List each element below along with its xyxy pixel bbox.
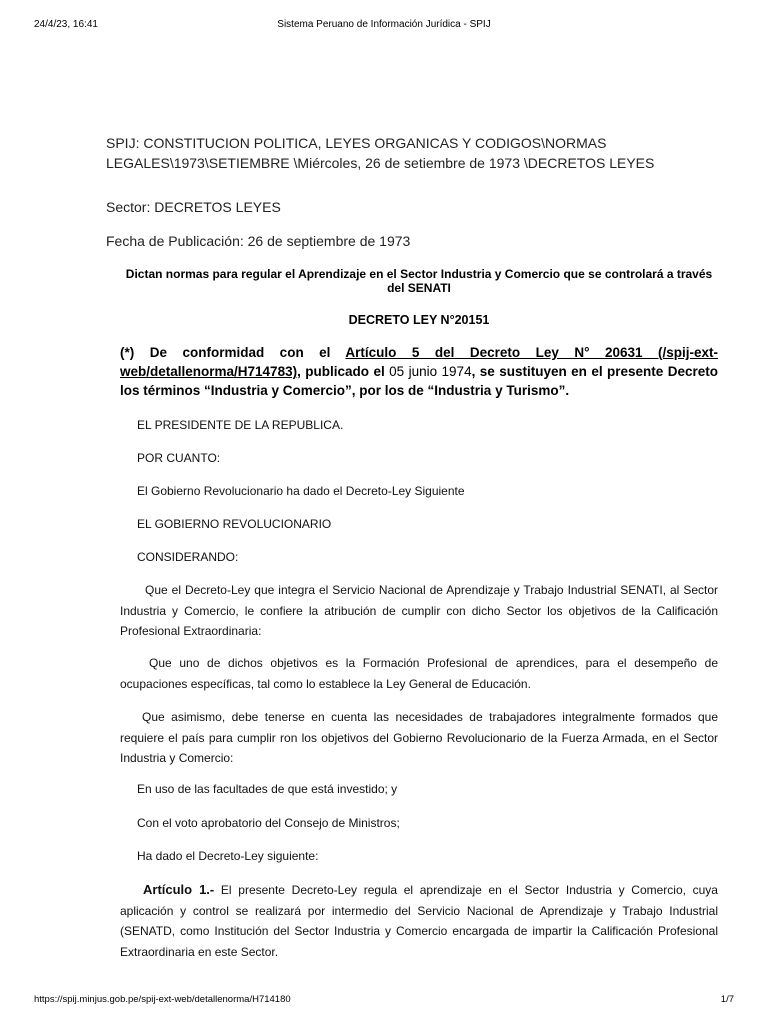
article-1-text: El presente Decreto-Ley regula el aprendizaje en el Sector Industria y Comercio, cuya aplicación y control se realizará por intermedio del Servicio Nacional de Aprendizaje y Trabajo Industrial (SENATD, como Institución del Sector Industria y Comercio encargada de impartir la Calificación Profesional Extraordinaria en este Sector. [120,883,718,959]
article-1-label: Artículo 1.- [143,882,215,897]
paragraph-considerando-2: Que uno de dichos objetivos es la Formación Profesional de aprendices, para el desempeño de ocupaciones específicas, tal como lo establece la Ley General de Educación. [120,656,718,691]
paragraph-uso-facultades: En uso de las facultades de que está investido; y [137,782,398,796]
publication-date: Fecha de Publicación: 26 de septiembre de 1973 [106,233,411,249]
amendment-prefix: (*) De conformidad con el [120,345,346,360]
amendment-link[interactable]: Artículo 5 del Decreto Ley N° 20631 (/spij-ext-web/detallenorma/H714783) [120,345,718,379]
article-1 [120,880,718,962]
paragraph-por-cuanto: POR CUANTO: [137,451,221,465]
print-url: https://spij.minjus.gob.pe/spij-ext-web/detallenorma/H714180 [34,994,291,1005]
amendment-suffix: , se sustituyen en el presente Decreto los términos “Industria y Comercio”, por los de “Industria y Turismo”. [120,364,719,398]
breadcrumb: SPIJ: CONSTITUCION POLITICA, LEYES ORGANICAS Y CODIGOS\NORMAS LEGALES\1973\SETIEMBRE \Miércoles, 26 de setiembre de 1973 \DECRETOS LEYES [106,135,655,171]
decree-number: DECRETO LEY N°20151 [348,313,490,327]
print-page-title: Sistema Peruano de Información Jurídica - SPIJ [277,19,491,30]
paragraph-gobierno: EL GOBIERNO REVOLUCIONARIO [137,517,332,531]
paragraph-gobierno-dado: El Gobierno Revolucionario ha dado el Decreto-Ley Siguiente [137,484,465,498]
paragraph-voto: Con el voto aprobatorio del Consejo de Ministros; [137,816,400,830]
paragraph-ha-dado: Ha dado el Decreto-Ley siguiente: [137,849,319,863]
paragraph-considerando: CONSIDERANDO: [137,550,239,564]
amendment-date: 05 junio 1974 [389,364,472,379]
print-date: 24/4/23, 16:41 [34,19,98,30]
amendment-mid: , publicado el [297,364,390,379]
sector-label: Sector: DECRETOS LEYES [106,199,281,215]
document-title: Dictan normas para regular el Aprendizaje en el Sector Industria y Comercio que se controlará a través del SENATI [125,267,713,295]
paragraph-considerando-1: Que el Decreto-Ley que integra el Servicio Nacional de Aprendizaje y Trabajo Industrial SENATI, al Sector Industria y Comercio, le confiere la atribución de cumplir con dicho Sector los objetivos de la Calificación Profesional Extraordinaria: [120,583,718,638]
paragraph-presidente: EL PRESIDENTE DE LA REPUBLICA. [137,418,344,432]
amendment-note [120,343,718,400]
paragraph-considerando-3: Que asimismo, debe tenerse en cuenta las necesidades de trabajadores integralmente formados que requiere el país para cumplir ron los objetivos del Gobierno Revolucionario de la Fuerza Armada, en el Sector Industria y Comercio: [120,710,718,765]
page-number: 1/7 [720,994,734,1005]
